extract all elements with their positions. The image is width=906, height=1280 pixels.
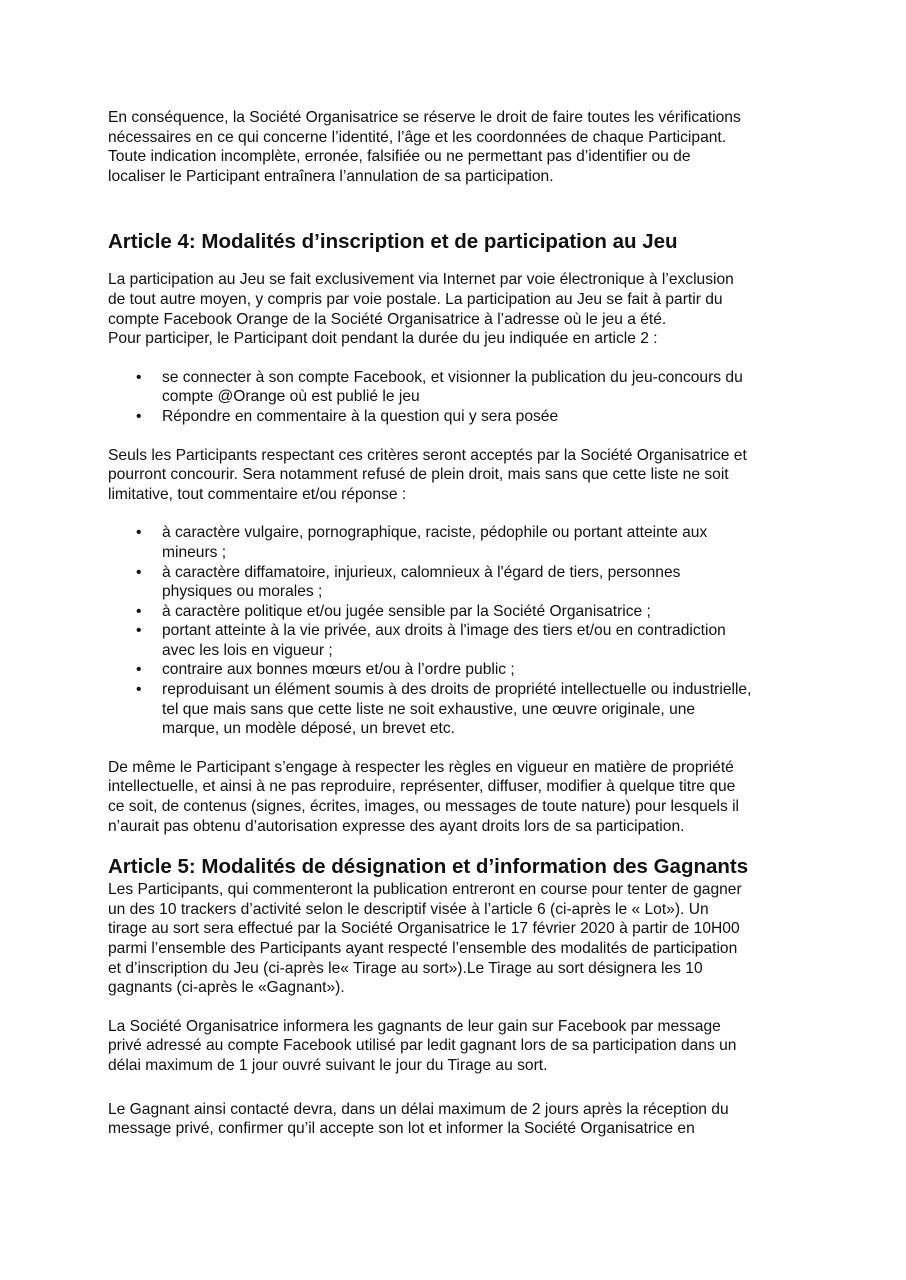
bullet-icon: •: [136, 622, 142, 640]
bullet-icon: •: [136, 407, 142, 425]
list-item: • reproduisant un élément soumis à des droits de propriété intellectuelle ou industrielle, tel que mais sans que cette liste ne soit exhaustive, une œuvre originale, une marque, un modèle déposé, un brevet etc.: [136, 681, 752, 738]
article-4-heading: Article 4: Modalités d’inscription et de participation au Jeu: [108, 230, 678, 254]
article-5-heading: Article 5: Modalités de désignation et d’information des Gagnants: [108, 855, 749, 879]
list-item: • se connecter à son compte Facebook, et visionner la publication du jeu-concours du compte @Orange où est publié le jeu: [136, 368, 743, 406]
notification-paragraph: La Société Organisatrice informera les gagnants de leur gain sur Facebook par message privé adressé au compte Facebook utilisé par ledit gagnant lors de sa participation dans un délai maximum de 1 jour ouvré suivant le jour du Tirage au sort.: [108, 1017, 737, 1074]
list-item: • à caractère politique et/ou jugée sensible par la Société Organisatrice ;: [136, 602, 651, 620]
verification-paragraph: En conséquence, la Société Organisatrice se réserve le droit de faire toutes les vérifications nécessaires en ce qui concerne l’identité, l’âge et les coordonnées de chaque Participant. Toute indication incomplète, erronée, falsifiée ou ne permettant pas d’identifier ou de localiser le Participant entraînera l’annulation de sa participation.: [108, 109, 741, 185]
bullet-icon: •: [136, 563, 142, 581]
article-4-intro: La participation au Jeu se fait exclusivement via Internet par voie électronique à l’exclusion de tout autre moyen, y compris par voie postale. La participation au Jeu se fait à partir du compte Facebook Orange de la Société Organisatrice à l’adresse où le jeu a été. Pour participer, le Participant doit pendant la durée du jeu indiquée en article 2 :: [108, 271, 734, 348]
document-page: [108, 108, 808, 1139]
draw-paragraph: Les Participants, qui commenteront la publication entreront en course pour tenter de gagner un des 10 trackers d’activité selon le descriptif visée à l’article 6 (ci-après le « Lot»). Un tirage au sort sera effectué par la Société Organisatrice le 17 février 2020 à partir de 10H00 parmi l’ensemble des Participants ayant respecté l’ensemble des modalités de participation et d’inscription du Jeu (ci-après le« Tirage au sort»).Le Tirage au sort désignera les 10 gagnants (ci-après le «Gagnant»).: [108, 881, 742, 997]
criteria-paragraph: Seuls les Participants respectant ces critères seront acceptés par la Société Organisatrice et pourront concourir. Sera notamment refusé de plein droit, mais sans que cette liste ne soit limitative, tout commentaire et/ou réponse :: [108, 446, 747, 503]
list-item: • à caractère diffamatoire, injurieux, calomnieux à l'égard de tiers, personnes physiques ou morales ;: [136, 563, 681, 601]
intellectual-property-paragraph: De même le Participant s’engage à respecter les règles en vigueur en matière de propriété intellectuelle, et ainsi à ne pas reproduire, représenter, diffuser, modifier à quelque titre que ce soit, de contenus (signes, écrites, images, ou messages de toute nature) pour lesquels il n’aurait pas obtenu d’autorisation expresse des ayant droits lors de sa participation.: [108, 758, 740, 835]
confirmation-paragraph: Le Gagnant ainsi contacté devra, dans un délai maximum de 2 jours après la réception du message privé, confirmer qu’il accepte son lot et informer la Société Organisatrice en: [108, 1100, 729, 1138]
bullet-icon: •: [136, 681, 142, 699]
bullet-icon: •: [136, 661, 142, 679]
bullet-icon: •: [136, 524, 142, 542]
list-item: • portant atteinte à la vie privée, aux droits à l'image des tiers et/ou en contradiction avec les lois en vigueur ;: [136, 622, 726, 659]
list-item: • Répondre en commentaire à la question qui y sera posée: [136, 407, 559, 425]
list-item: • à caractère vulgaire, pornographique, raciste, pédophile ou portant atteinte aux mineurs ;: [136, 524, 708, 561]
bullet-icon: •: [136, 368, 142, 386]
participation-steps-list: [108, 368, 808, 427]
bullet-icon: •: [136, 602, 142, 620]
list-item: • contraire aux bonnes mœurs et/ou à l’ordre public ;: [136, 661, 515, 679]
refusal-criteria-list: [108, 523, 808, 739]
